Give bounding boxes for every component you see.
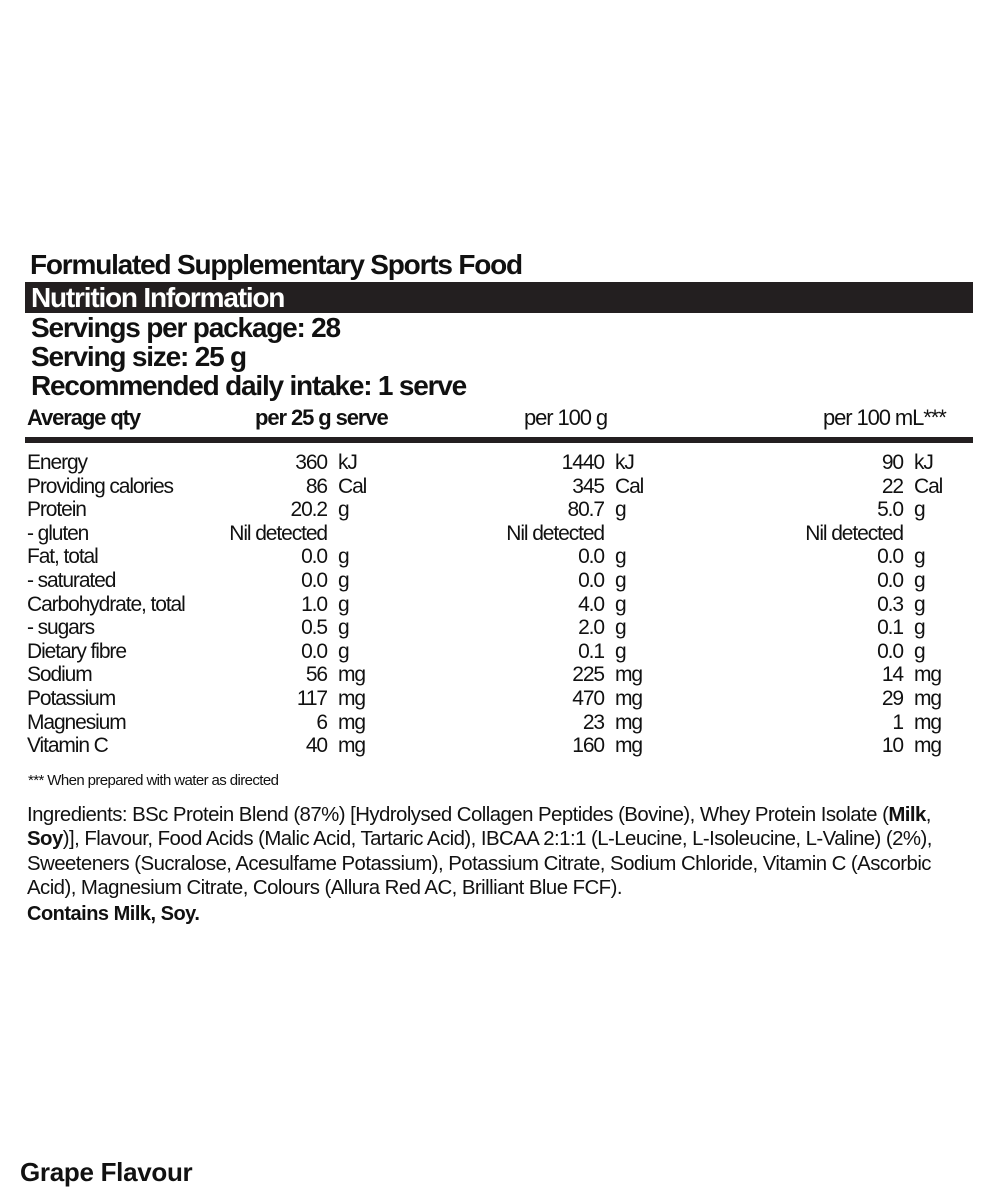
table-row	[25, 711, 973, 735]
nutrition-panel	[25, 248, 973, 758]
row-value-ml100: 0.0	[877, 568, 903, 592]
column-label-per-serve: per 25 g serve	[255, 405, 388, 430]
row-label: Magnesium	[27, 710, 126, 734]
column-label-per-100ml: per 100 mL***	[823, 405, 946, 430]
row-unit-serve: mg	[338, 686, 365, 710]
row-label: Vitamin C	[27, 734, 108, 758]
row-unit-g100: g	[615, 639, 626, 663]
column-header	[25, 403, 973, 435]
row-unit-serve: Cal	[338, 474, 367, 498]
row-unit-ml100: kJ	[914, 451, 933, 474]
row-value-serve: 86	[305, 474, 327, 498]
row-value-g100: 0.0	[578, 568, 604, 592]
row-unit-serve: mg	[338, 663, 365, 687]
table-row	[25, 545, 973, 569]
row-value-serve: 1.0	[301, 592, 327, 616]
row-value-g100: Nil detected	[506, 521, 604, 545]
row-unit-ml100: Cal	[914, 474, 943, 498]
row-label: Dietary fibre	[27, 639, 126, 663]
row-value-ml100: 10	[881, 734, 903, 758]
row-value-g100: 225	[572, 663, 604, 687]
row-value-g100: 23	[582, 710, 604, 734]
row-value-g100: 345	[572, 474, 604, 498]
row-value-ml100: 5.0	[877, 498, 903, 522]
row-unit-ml100: mg	[914, 686, 941, 710]
row-value-serve: 0.0	[301, 568, 327, 592]
row-value-ml100: 29	[881, 686, 903, 710]
row-value-g100: 0.0	[578, 545, 604, 569]
row-value-ml100: 0.3	[877, 592, 903, 616]
row-unit-ml100: g	[914, 592, 925, 616]
column-label-average-qty: Average qty	[27, 405, 141, 430]
ingredients-separator: ,	[925, 804, 931, 826]
row-value-g100: 80.7	[567, 498, 604, 522]
row-unit-g100: Cal	[615, 474, 644, 498]
table-row	[25, 663, 973, 687]
row-unit-ml100: g	[914, 545, 925, 569]
row-value-g100: 2.0	[578, 616, 604, 640]
row-value-serve: 0.0	[301, 545, 327, 569]
allergen-milk: Milk	[888, 804, 926, 826]
recommended-intake: Recommended daily intake: 1 serve	[31, 370, 467, 401]
row-unit-g100: mg	[615, 734, 642, 758]
serving-size: Serving size: 25 g	[31, 341, 246, 372]
table-row	[25, 734, 973, 758]
row-value-g100: 0.1	[578, 639, 604, 663]
row-value-serve: Nil detected	[229, 521, 327, 545]
row-unit-ml100: mg	[914, 663, 941, 687]
row-unit-serve: mg	[338, 710, 365, 734]
header-rule	[25, 437, 973, 443]
row-unit-serve: g	[338, 568, 349, 592]
table-row	[25, 498, 973, 522]
footnote: *** When prepared with water as directed	[28, 772, 279, 789]
row-label: Potassium	[27, 686, 116, 710]
column-label-per-100g: per 100 g	[524, 405, 608, 430]
ingredients-text	[27, 803, 962, 901]
row-value-serve: 0.0	[301, 639, 327, 663]
row-value-ml100: 1	[892, 710, 903, 734]
row-unit-g100: mg	[615, 710, 642, 734]
row-label: Sodium	[27, 663, 92, 687]
table-row	[25, 593, 973, 617]
row-value-serve: 0.5	[301, 616, 327, 640]
table-row	[25, 475, 973, 499]
row-unit-serve: g	[338, 498, 349, 522]
row-label: - sugars	[27, 616, 95, 640]
ingredients-suffix: )], Flavour, Food Acids (Malic Acid, Tartaric Acid), IBCAA 2:1:1 (L-Leucine, L-Isoleucine, L-Valine) (2%), Sweeteners (Sucralose, Acesulfame Potassium), Potassium Citrate, Sodium Chloride, Vitamin C (Ascorbic Acid), Magnesium Citrate, Colours (Allura Red AC, Brilliant Blue FCF).	[27, 828, 932, 900]
row-unit-ml100: mg	[914, 710, 941, 734]
row-value-g100: 470	[572, 686, 604, 710]
row-value-ml100: 0.0	[877, 639, 903, 663]
row-value-g100: 1440	[561, 451, 604, 474]
row-value-serve: 56	[305, 663, 327, 687]
row-unit-g100: g	[615, 616, 626, 640]
row-label: - saturated	[27, 568, 116, 592]
row-value-serve: 40	[305, 734, 327, 758]
row-value-ml100: 0.1	[877, 616, 903, 640]
row-unit-g100: mg	[615, 686, 642, 710]
row-unit-ml100: g	[914, 639, 925, 663]
ingredients-prefix: Ingredients: BSc Protein Blend (87%) [Hydrolysed Collagen Peptides (Bovine), Whey Protein Isolate (	[27, 804, 889, 826]
row-label: Energy	[27, 451, 87, 474]
row-value-serve: 6	[316, 710, 327, 734]
row-label: - gluten	[27, 521, 89, 545]
table-row	[25, 569, 973, 593]
allergen-statement: Contains Milk, Soy.	[27, 903, 200, 925]
row-value-g100: 4.0	[578, 592, 604, 616]
panel-title: Nutrition Information	[25, 282, 973, 313]
row-unit-g100: kJ	[615, 451, 634, 474]
row-unit-serve: g	[338, 545, 349, 569]
row-unit-ml100: g	[914, 568, 925, 592]
row-value-serve: 20.2	[290, 498, 327, 522]
row-value-ml100: Nil detected	[805, 521, 903, 545]
row-label: Protein	[27, 498, 86, 522]
row-label: Providing calories	[27, 474, 173, 498]
table-row	[25, 687, 973, 711]
row-value-ml100: 22	[881, 474, 903, 498]
row-unit-g100: g	[615, 592, 626, 616]
row-value-serve: 360	[295, 451, 327, 474]
table-row	[25, 616, 973, 640]
servings-per-package: Servings per package: 28	[31, 312, 340, 343]
table-row	[25, 522, 973, 546]
product-type: Formulated Supplementary Sports Food	[30, 249, 522, 280]
row-unit-ml100: mg	[914, 734, 941, 758]
nutrition-table	[25, 451, 973, 758]
row-unit-ml100: g	[914, 616, 925, 640]
row-label: Fat, total	[27, 545, 98, 569]
row-unit-serve: g	[338, 592, 349, 616]
row-unit-serve: mg	[338, 734, 365, 758]
row-label: Carbohydrate, total	[27, 592, 185, 616]
table-row	[25, 640, 973, 664]
row-value-g100: 160	[572, 734, 604, 758]
row-unit-g100: g	[615, 545, 626, 569]
row-unit-g100: g	[615, 568, 626, 592]
row-unit-ml100: g	[914, 498, 925, 522]
flavour-label: Grape Flavour	[20, 1157, 193, 1187]
row-unit-g100: g	[615, 498, 626, 522]
allergen-soy: Soy	[27, 828, 63, 851]
row-value-serve: 117	[296, 686, 327, 710]
row-value-ml100: 90	[881, 451, 903, 474]
row-value-ml100: 14	[881, 663, 903, 687]
row-value-ml100: 0.0	[877, 545, 903, 569]
row-unit-serve: kJ	[338, 451, 357, 474]
row-unit-serve: g	[338, 616, 349, 640]
table-row	[25, 451, 973, 475]
row-unit-g100: mg	[615, 663, 642, 687]
row-unit-serve: g	[338, 639, 349, 663]
